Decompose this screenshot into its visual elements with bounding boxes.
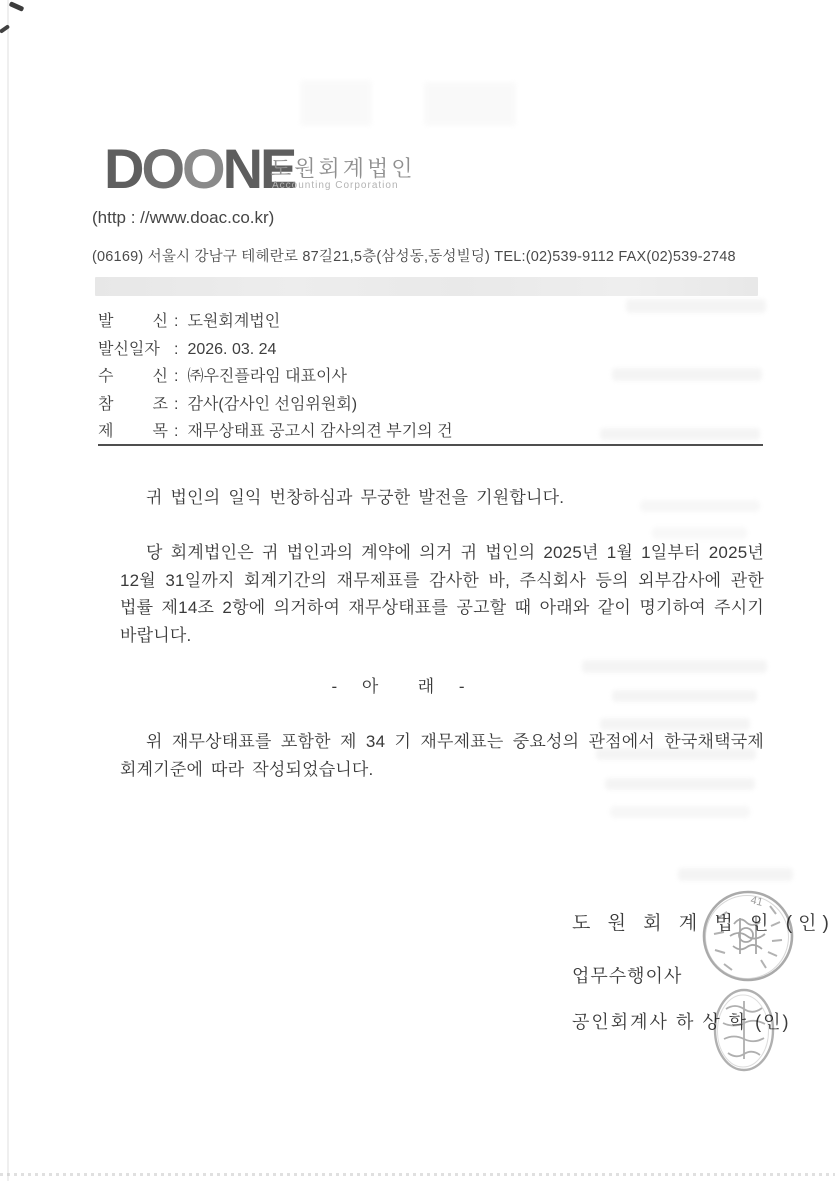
meta-value: 도원회계법인 (187, 313, 281, 330)
signature-company: 도 원 회 계 법 인 (인) (572, 913, 835, 934)
header-divider-line (98, 444, 763, 446)
meta-label: 발 신 (98, 313, 168, 330)
meta-separator: : (174, 313, 179, 330)
meta-value: ㈜우진플라임 대표이사 (187, 368, 348, 385)
bleedthrough-artifact (678, 868, 793, 881)
meta-label: 수 신 (98, 368, 168, 385)
meta-separator: : (174, 423, 179, 440)
company-subtitle: Accounting Corporation (272, 180, 399, 191)
meta-separator: : (174, 340, 179, 358)
personal-seal-icon (708, 985, 780, 1075)
scan-bottom-dotted-line (0, 1173, 835, 1176)
signature-signer: 공인회계사 하 상 학 (인) (572, 1012, 791, 1032)
statement-basis-paragraph: 위 재무상태표를 포함한 제 34 기 재무제표는 중요성의 관점에서 한국채택국제회계기준에 따라 작성되었습니다. (120, 732, 764, 779)
logo-letter: O (141, 137, 183, 200)
letter-meta-block (98, 308, 453, 446)
meta-row-cc (98, 391, 453, 419)
meta-label: 참 조 (98, 395, 168, 413)
bleedthrough-artifact (612, 368, 762, 381)
meta-separator: : (174, 368, 179, 385)
logo-letter: D (104, 137, 142, 200)
bleedthrough-artifact (300, 80, 372, 126)
meta-label: 제 목 (98, 423, 168, 440)
meta-row-subject (98, 418, 453, 446)
scan-edge-line (7, 0, 9, 1181)
company-logo (104, 136, 294, 201)
scanned-gray-band (95, 277, 758, 296)
meta-value: 감사(감사인 선임위원회) (187, 395, 358, 413)
logo-letter: O (182, 137, 223, 200)
bleedthrough-artifact (652, 527, 747, 539)
company-website: (http : //www.doac.co.kr) (92, 208, 275, 227)
bleedthrough-artifact (600, 428, 760, 440)
meta-row-recipient (98, 363, 453, 391)
seal-number: 41 (749, 894, 765, 909)
bleedthrough-artifact (626, 299, 766, 313)
below-heading: - 아 래 - (331, 677, 475, 696)
audit-notice-paragraph: 당 회계법인은 귀 법인과의 계약에 의거 귀 법인의 2025년 1월 1일부터 2025년 12월 31일까지 회계기간의 재무제표를 감사한 바, 주식회사 등의 외부감사에 관한 법률 제14조 2항에 의거하여 재무상태표를 공고할 때 아래와 같이 명기하여 주시기 바랍니다. (120, 543, 764, 645)
meta-value: 2026. 03. 24 (187, 340, 277, 358)
logo-letters: NE (222, 137, 295, 200)
meta-value: 재무상태표 공고시 감사의견 부기의 건 (187, 423, 453, 440)
meta-row-date (98, 336, 453, 364)
scan-corner-mark (9, 1, 25, 12)
corporate-seal-icon (700, 888, 796, 984)
company-name-korean: 도원회계법인 (270, 156, 416, 181)
company-address: (06169) 서울시 강남구 테헤란로 87길21,5층(삼성동,동성빌딩) TEL:(02)539-9112 FAX(02)539-2748 (92, 249, 736, 265)
meta-separator: : (174, 395, 179, 413)
greeting-paragraph: 귀 법인의 일익 번창하심과 무궁한 발전을 기원합니다. (146, 488, 565, 507)
meta-label: 발신일자 (98, 340, 160, 358)
meta-row-sender (98, 308, 453, 336)
signature-role: 업무수행이사 (572, 966, 683, 986)
bleedthrough-artifact (610, 806, 750, 818)
bleedthrough-artifact (424, 82, 516, 126)
